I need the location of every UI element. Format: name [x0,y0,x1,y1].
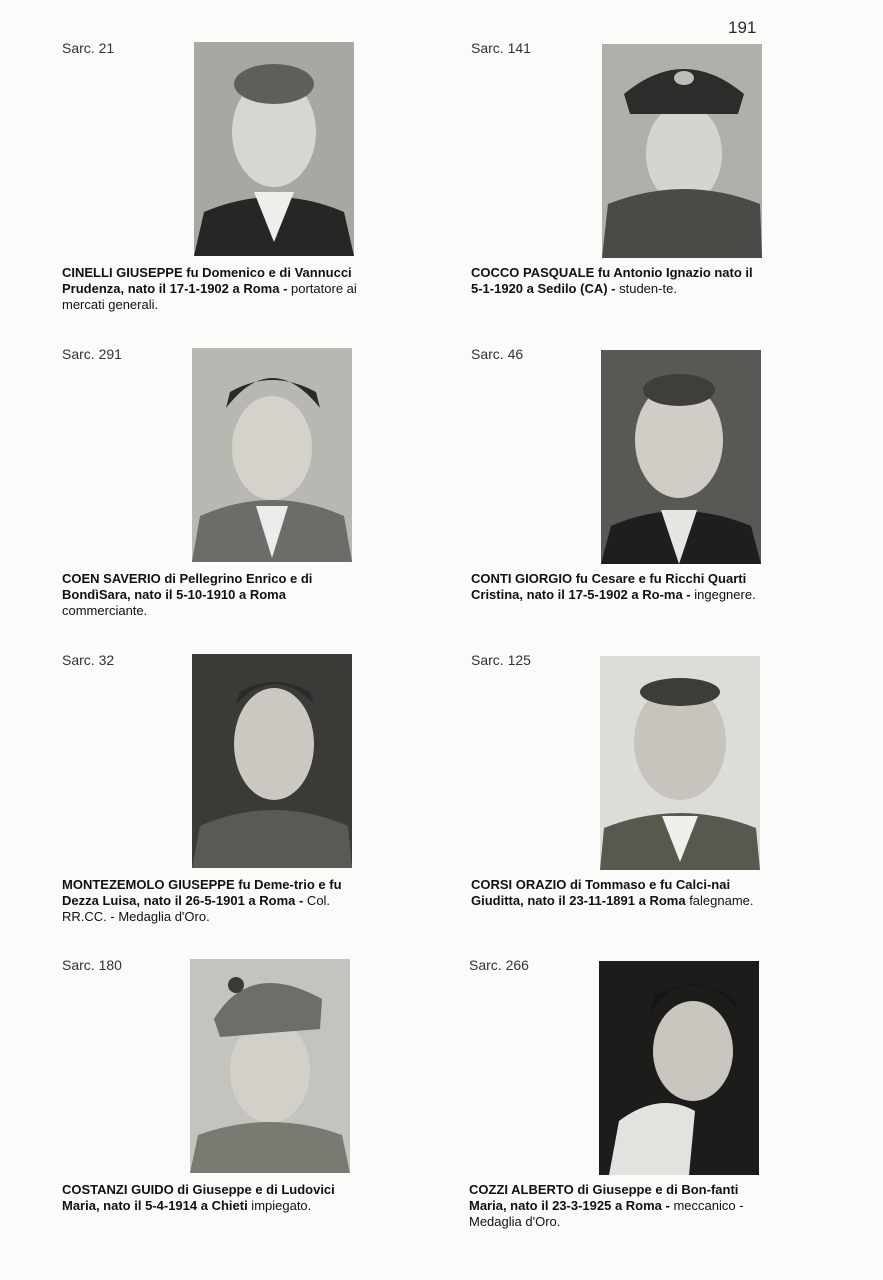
caption-bold: MONTEZEMOLO GIUSEPPE fu Deme-trio e fu Dezza Luisa, nato il 26-5-1901 a Roma - [62,877,342,908]
caption-bold: COZZI ALBERTO di Giuseppe e di Bon-fanti Maria, nato il 23-3-1925 a Roma - [469,1182,739,1213]
caption-normal: meccanico - Medaglia d'Oro. [469,1198,744,1229]
caption-normal: commerciante. [62,603,148,618]
page-number: 191 [728,18,757,37]
entry-costanzi [62,957,362,1247]
portrait-photo [194,42,354,256]
sarc-label: Sarc. 291 [62,346,122,362]
caption [62,571,358,619]
sarc-label: Sarc. 32 [62,652,115,668]
caption-normal: ingegnere. [690,587,756,602]
caption [471,265,767,297]
caption-normal: Col. RR.CC. - Medaglia d'Oro. [62,893,331,924]
caption-normal: impiegato. [247,1198,312,1213]
caption [62,877,358,925]
caption [469,1182,765,1230]
portrait-photo [599,961,759,1175]
sarc-label: Sarc. 21 [62,40,115,56]
portrait-photo [600,656,760,870]
sarc-label: Sarc. 180 [62,957,122,973]
caption [471,571,767,603]
caption-bold: CONTI GIORGIO fu Cesare e fu Ricchi Quarti Cristina, nato il 17-5-1902 a Ro-ma - [471,571,747,602]
entry-cinelli [62,40,362,330]
caption-normal: falegname. [685,893,754,908]
entry-corsi [471,652,771,942]
caption-bold: COSTANZI GUIDO di Giuseppe e di Ludovici Maria, nato il 5-4-1914 a Chieti [62,1182,335,1213]
caption-bold: COEN SAVERIO di Pellegrino Enrico e di BondìSara, nato il 5-10-1910 a Roma [62,571,313,602]
sarc-label: Sarc. 266 [469,957,529,973]
portrait-photo [602,44,762,258]
portrait-photo [190,959,350,1173]
portrait-photo [601,350,761,564]
entry-conti [471,346,771,636]
portrait-photo [192,348,352,562]
caption [62,1182,358,1214]
caption-normal: portatore ai mercati generali. [62,281,357,312]
entry-cozzi [469,957,769,1247]
entry-coen [62,346,362,636]
sarc-label: Sarc. 125 [471,652,531,668]
sarc-label: Sarc. 141 [471,40,531,56]
caption [62,265,358,313]
entry-montezemolo [62,652,362,942]
caption-normal: studen-te. [615,281,677,296]
entry-cocco [471,40,771,330]
caption-bold: COCCO PASQUALE fu Antonio Ignazio nato il 5-1-1920 a Sedilo (CA) - [471,265,753,296]
sarc-label: Sarc. 46 [471,346,524,362]
portrait-photo [192,654,352,868]
caption [471,877,767,909]
caption-bold: CINELLI GIUSEPPE fu Domenico e di Vannucci Prudenza, nato il 17-1-1902 a Roma - [62,265,352,296]
caption-bold: CORSI ORAZIO di Tommaso e fu Calci-nai Giuditta, nato il 23-11-1891 a Roma [471,877,731,908]
